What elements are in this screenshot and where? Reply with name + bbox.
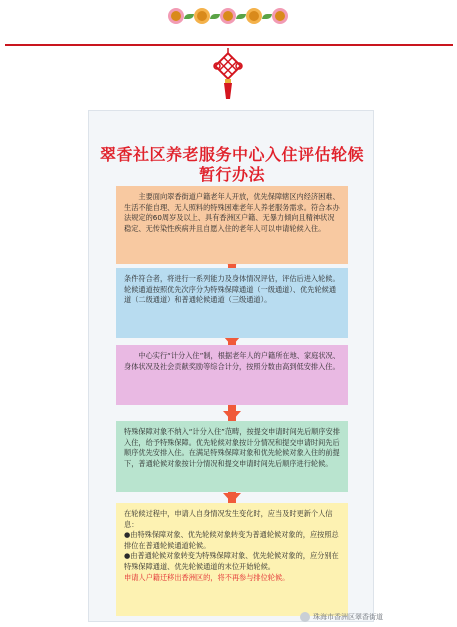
- flower-icon: [168, 8, 184, 24]
- flower-icon: [272, 8, 288, 24]
- bullet-item: ●由普通轮候对象转变为特殊保障对象、优先轮候对象的，应分别在特殊保障通道、优先轮候通道的末位开始轮候。: [124, 551, 339, 571]
- policy-poster: [88, 110, 374, 622]
- wechat-icon: [300, 612, 310, 622]
- divider-rule: [5, 44, 453, 46]
- watermark-text: 珠海市香洲区翠香街道: [313, 613, 383, 621]
- bullet-item: ●由特殊保障对象、优先轮候对象转变为普通轮候对象的，应按照总排位在普通轮候通道轮候。: [124, 530, 339, 550]
- step-text: 条件符合者，将进行一系列能力及身体情况评估，评估后进入轮候。: [124, 274, 340, 283]
- step-text: 主要面向翠香街道户籍老年人开放，优先保障辖区内经济困难、生活不能自理、无人照料的特殊困难老年人养老服务需求。符合本办法规定的60周岁及以上、具有香洲区户籍、无暴力倾向且精神状况稳定、无传染性疾病并且自愿入住的老年人可以申请轮候入住。: [124, 192, 340, 233]
- flower-icon: [246, 8, 262, 24]
- flower-icon: [220, 8, 236, 24]
- leaf-icon: [262, 14, 272, 19]
- step-note: 申请人户籍迁移出香洲区的，将不再参与排位轮候。: [124, 572, 290, 582]
- step-text: 特殊保障对象不纳入“计分入住”范畴，按提交申请时间先后顺序安排入住，给予特殊保障。优先轮候对象按计分情况和提交申请时间先后顺序优先安排入住。在满足特殊保障对象和优先轮候对象入住的前提下，普通轮候对象按计分情况和提交申请时间先后顺序进行轮候。: [124, 427, 340, 468]
- step-text: 中心实行“计分入住”制，根据老年人的户籍所在地、家庭状况、身体状况及社会贡献奖励等综合计分，按照分数由高到低安排入住。: [124, 351, 340, 371]
- step-box-assessment: [116, 268, 348, 338]
- flow-arrow-icon: [223, 411, 241, 421]
- poster-title: 翠香社区养老服务中心入住评估轮候: [99, 145, 364, 164]
- step-box-priority: [116, 421, 348, 492]
- source-watermark: [300, 612, 383, 622]
- flower-icon: [194, 8, 210, 24]
- leaf-icon: [184, 14, 194, 19]
- step-box-scoring: [116, 345, 348, 405]
- flow-arrow-icon: [223, 493, 241, 503]
- poster-subtitle: 暂行办法: [198, 165, 265, 184]
- leaf-icon: [236, 14, 246, 19]
- step-box-updates: [116, 503, 348, 616]
- leaf-icon: [210, 14, 220, 19]
- step-box-eligibility: [116, 186, 348, 264]
- step-text: 在轮候过程中，申请人自身情况发生变化时，应当及时更新个人信息：: [124, 509, 333, 529]
- flower-garland-icon: [168, 6, 288, 26]
- step-text: 轮候通道按照优先次序分为特殊保障通道（一级通道）、优先轮候通道（二级通道）和普通轮候通道（三级通道）。: [124, 284, 337, 305]
- chinese-knot-icon: [213, 48, 243, 100]
